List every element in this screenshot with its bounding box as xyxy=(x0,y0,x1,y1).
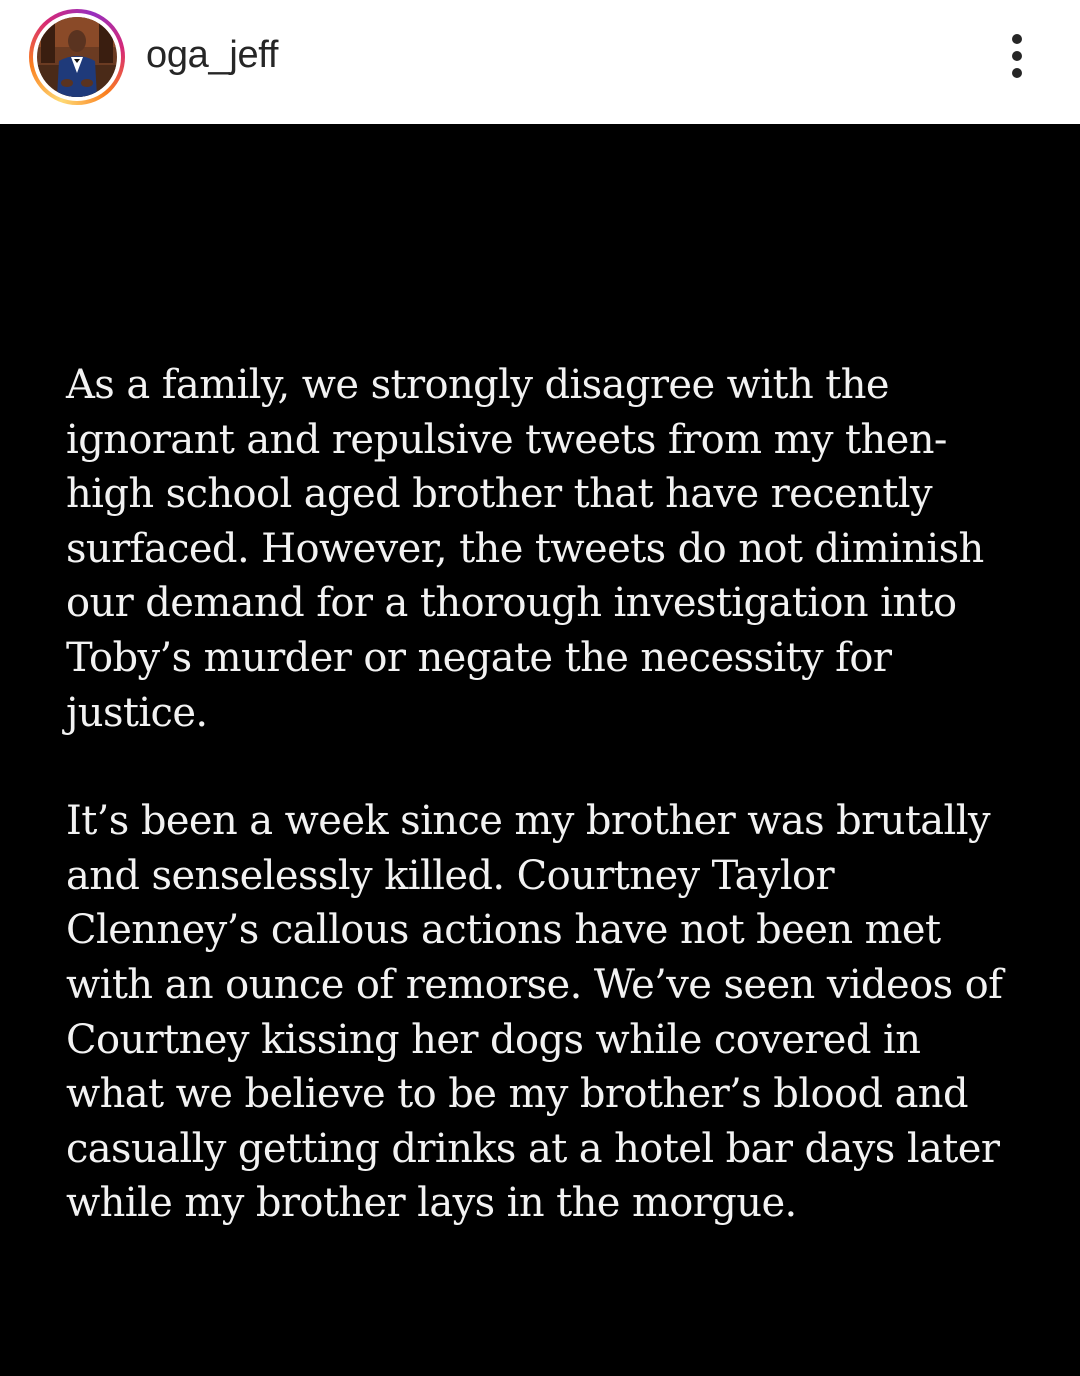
statement-paragraph-2: It’s been a week since my brother was brutally and senselessly killed. Courtney Taylor Clenney’s callous actions have not been met with an ounce of remorse. We’ve seen videos of Courtney kissing her dogs while covered in what we believe to be my brother’s blood and casually getting drinks at a hotel bar days later while my brother lays in the morgue. xyxy=(66,798,1003,1227)
more-vertical-icon-dot xyxy=(1012,68,1022,78)
profile-avatar[interactable] xyxy=(29,9,125,105)
avatar-photo-icon xyxy=(37,17,117,97)
more-options-button[interactable] xyxy=(995,28,1039,84)
post-header xyxy=(0,0,1080,124)
more-vertical-icon-dot xyxy=(1012,51,1022,61)
more-vertical-icon xyxy=(1012,34,1022,44)
statement-text xyxy=(66,358,1056,1231)
username-link[interactable]: oga_jeff xyxy=(146,34,279,76)
statement-paragraph-1: As a family, we strongly disagree with the ignorant and repulsive tweets from my then- high school aged brother that have recently surfaced. However, the tweets do not diminish our demand for a thorough investigation into Toby’s murder or negate the necessity for justice. xyxy=(66,362,984,736)
post-image[interactable] xyxy=(0,124,1080,1376)
